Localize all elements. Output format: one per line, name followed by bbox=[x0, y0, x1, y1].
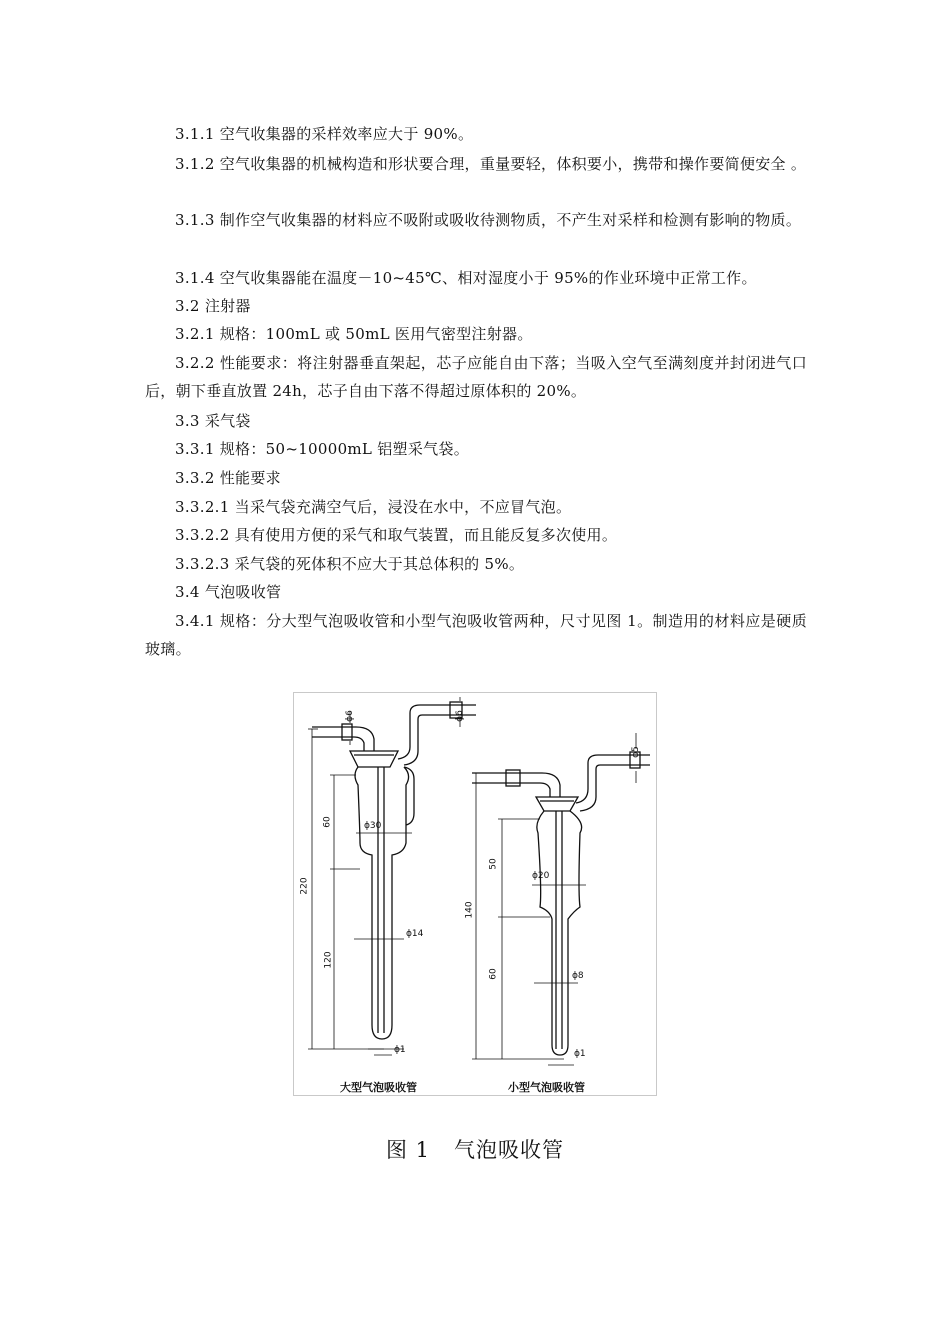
large-inlet-diameter-label: ϕ6 bbox=[344, 710, 355, 722]
large-tube-diameter-label: ϕ14 bbox=[406, 929, 424, 939]
paragraph-3-3-2-1: 3.3.2.1 当采气袋充满空气后，浸没在水中，不应冒气泡。 bbox=[175, 498, 572, 516]
figure-number: 图 1 bbox=[385, 1138, 431, 1162]
large-upper-height-label: 60 bbox=[322, 816, 333, 828]
small-outlet-diameter-label: ϕ5 bbox=[630, 746, 641, 758]
small-tip-diameter-label: ϕ1 bbox=[574, 1049, 586, 1059]
paragraph-3-4-1: 3.4.1 规格：分大型气泡吸收管和小型气泡吸收管两种，尺寸见图 1。制造用的材料应是硬质玻璃。 bbox=[145, 612, 807, 658]
large-lower-height-label: 120 bbox=[323, 951, 334, 969]
small-lower-height-label: 60 bbox=[488, 968, 499, 980]
paragraph-3-1-1: 3.1.1 空气收集器的采样效率应大于 90%。 bbox=[175, 125, 474, 143]
small-absorber-drawing bbox=[472, 733, 650, 1065]
small-bulb-diameter-label: ϕ20 bbox=[532, 871, 550, 881]
paragraph-3-1-2: 3.1.2 空气收集器的机械构造和形状要合理，重量要轻，体积要小，携带和操作要简便安全 。 bbox=[175, 155, 807, 173]
paragraph-3-2-2: 3.2.2 性能要求：将注射器垂直架起，芯子应能自由下落；当吸入空气至满刻度并封闭进气口后，朝下垂直放置 24h，芯子自由下落不得超过原体积的 20%。 bbox=[145, 354, 807, 400]
absorber-drawing bbox=[294, 693, 658, 1097]
large-absorber-drawing bbox=[308, 697, 476, 1055]
heading-3-3: 3.3 采气袋 bbox=[175, 412, 251, 430]
large-bulb-diameter-label: ϕ30 bbox=[364, 821, 382, 831]
heading-3-2: 3.2 注射器 bbox=[175, 297, 251, 315]
small-absorber-label: 小型气泡吸收管 bbox=[508, 1081, 585, 1094]
paragraph-3-3-2-2: 3.3.2.2 具有使用方便的采气和取气装置，而且能反复多次使用。 bbox=[175, 526, 618, 544]
small-tube-diameter-label: ϕ8 bbox=[572, 971, 584, 981]
small-upper-height-label: 50 bbox=[488, 858, 499, 870]
bubble-absorber-figure bbox=[293, 692, 657, 1096]
paragraph-3-1-4: 3.1.4 空气收集器能在温度－10~45℃、相对湿度小于 95%的作业环境中正常工作。 bbox=[175, 269, 757, 287]
heading-3-3-2: 3.3.2 性能要求 bbox=[175, 469, 281, 487]
paragraph-3-3-1: 3.3.1 规格：50~10000mL 铝塑采气袋。 bbox=[175, 440, 470, 458]
paragraph-3-2-1: 3.2.1 规格：100mL 或 50mL 医用气密型注射器。 bbox=[175, 325, 533, 343]
small-total-height-label: 140 bbox=[464, 901, 475, 919]
large-outlet-diameter-label: ϕ6 bbox=[454, 710, 465, 722]
paragraph-3-1-3: 3.1.3 制作空气收集器的材料应不吸附或吸收待测物质，不产生对采样和检测有影响的物质。 bbox=[175, 211, 802, 229]
figure-caption bbox=[0, 1134, 950, 1164]
large-absorber-label: 大型气泡吸收管 bbox=[340, 1081, 417, 1094]
large-tip-diameter-label: ϕ1 bbox=[394, 1045, 406, 1055]
heading-3-4: 3.4 气泡吸收管 bbox=[175, 583, 282, 601]
paragraph-3-3-2-3: 3.3.2.3 采气袋的死体积不应大于其总体积的 5%。 bbox=[175, 555, 525, 573]
figure-title: 气泡吸收管 bbox=[454, 1138, 565, 1162]
large-total-height-label: 220 bbox=[299, 877, 310, 895]
